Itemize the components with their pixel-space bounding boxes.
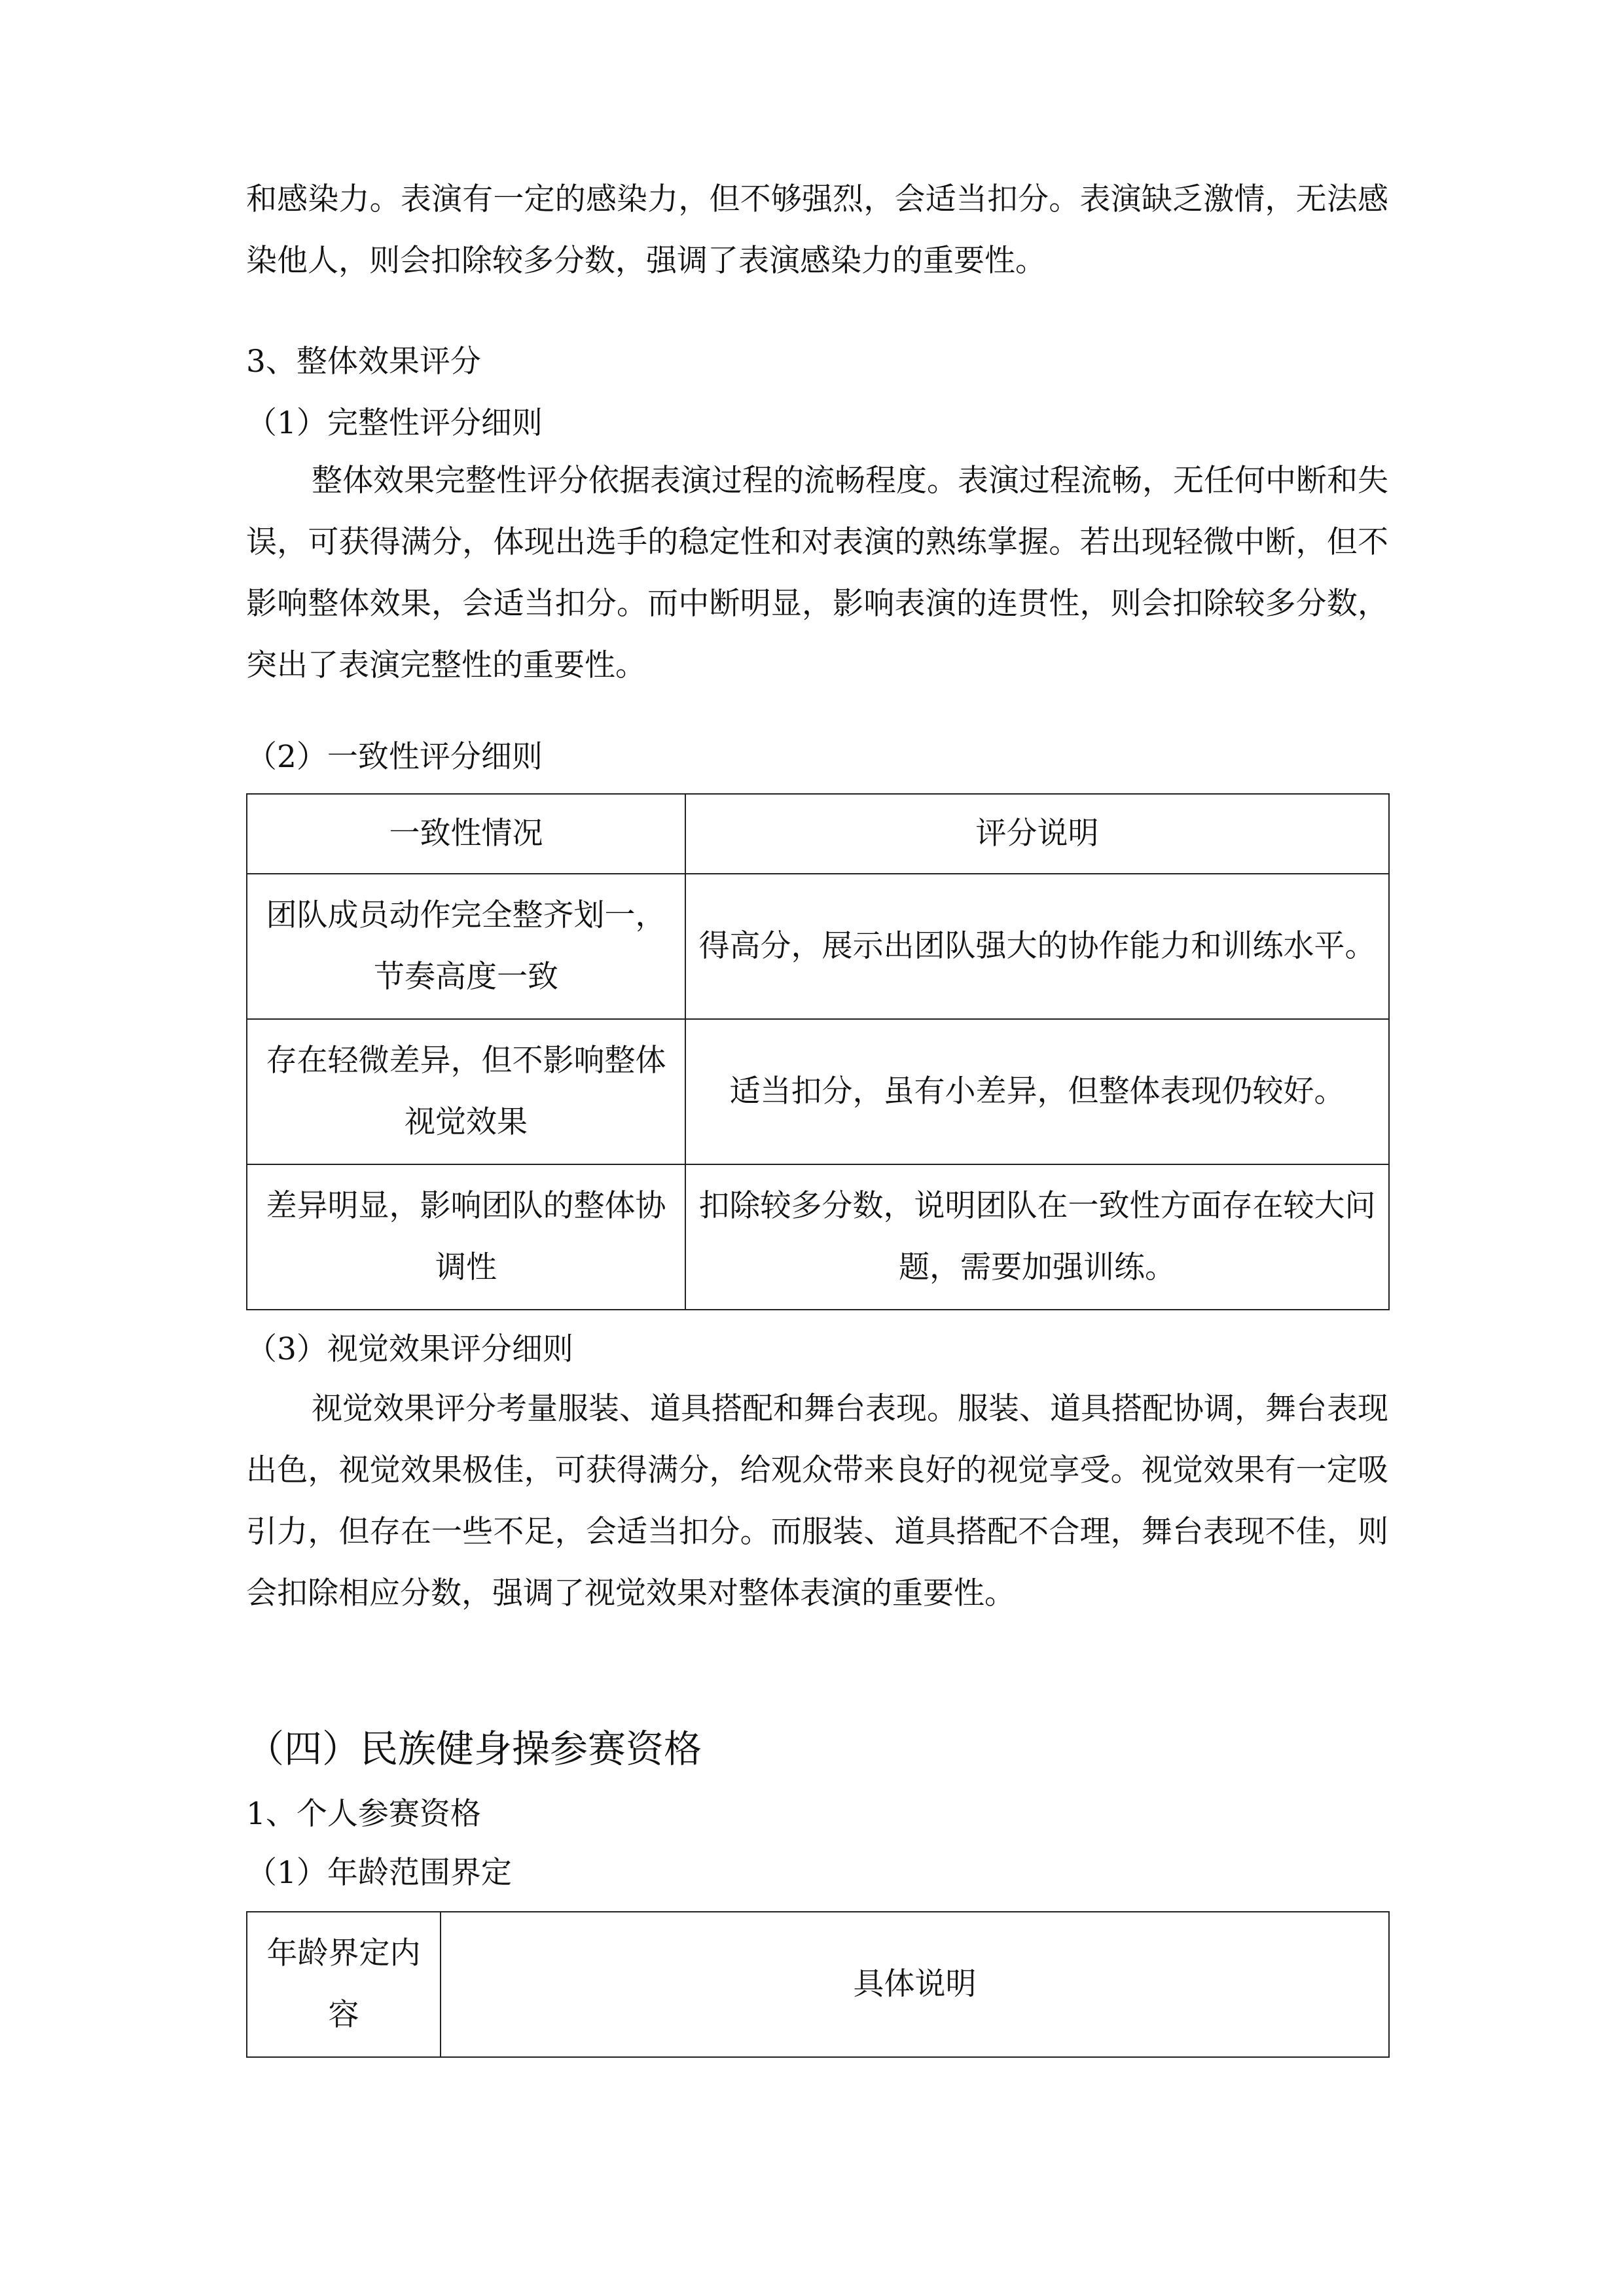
section-4-heading: （四）民族健身操参赛资格 — [246, 1727, 702, 1771]
subsection-completeness-heading: （1）完整性评分细则 — [246, 405, 543, 441]
table-cell: 差异明显，影响团队的整体协调性 — [247, 1164, 685, 1310]
age-range-heading: （1）年龄范围界定 — [246, 1855, 512, 1891]
paragraph-top: 和感染力。表演有一定的感染力，但不够强烈，会适当扣分。表演缺乏激情，无法感染他人，则会扣除较多分数，强调了表演感染力的重要性。 — [246, 181, 1388, 279]
individual-eligibility-heading: 1、个人参赛资格 — [246, 1796, 481, 1832]
table-header-cell: 年龄界定内容 — [247, 1912, 441, 2057]
table-cell: 存在轻微差异，但不影响整体视觉效果 — [247, 1019, 685, 1164]
table-header-cell: 具体说明 — [441, 1912, 1389, 2057]
table-cell: 适当扣分，虽有小差异，但整体表现仍较好。 — [685, 1019, 1389, 1164]
table-header-cell: 一致性情况 — [247, 794, 685, 874]
section-3-heading: 3、整体效果评分 — [246, 344, 481, 380]
table-row — [247, 1164, 1389, 1310]
table-cell: 团队成员动作完全整齐划一，节奏高度一致 — [247, 874, 685, 1019]
visual-effect-paragraph: 视觉效果评分考量服装、道具搭配和舞台表现。服装、道具搭配协调，舞台表现出色，视觉效果极佳，可获得满分，给观众带来良好的视觉享受。视觉效果有一定吸引力，但存在一些不足，会适当扣分。而服装、道具搭配不合理，舞台表现不佳，则会扣除相应分数，强调了视觉效果对整体表演的重要性。 — [246, 1391, 1388, 1611]
table-header-row — [247, 1912, 1389, 2057]
age-range-table — [246, 1911, 1390, 2058]
table-header-row — [247, 794, 1389, 874]
table-row — [247, 874, 1389, 1019]
table-cell: 扣除较多分数，说明团队在一致性方面存在较大问题，需要加强训练。 — [685, 1164, 1389, 1310]
table-cell: 得高分，展示出团队强大的协作能力和训练水平。 — [685, 874, 1389, 1019]
completeness-paragraph: 整体效果完整性评分依据表演过程的流畅程度。表演过程流畅，无任何中断和失误，可获得满分，体现出选手的稳定性和对表演的熟练掌握。若出现轻微中断，但不影响整体效果，会适当扣分。而中断明显，影响表演的连贯性，则会扣除较多分数，突出了表演完整性的重要性。 — [246, 463, 1388, 683]
subsection-consistency-heading: （2）一致性评分细则 — [246, 739, 543, 775]
consistency-table — [246, 793, 1390, 1310]
table-header-cell: 评分说明 — [685, 794, 1389, 874]
subsection-visual-heading: （3）视觉效果评分细则 — [246, 1331, 573, 1367]
table-row — [247, 1019, 1389, 1164]
